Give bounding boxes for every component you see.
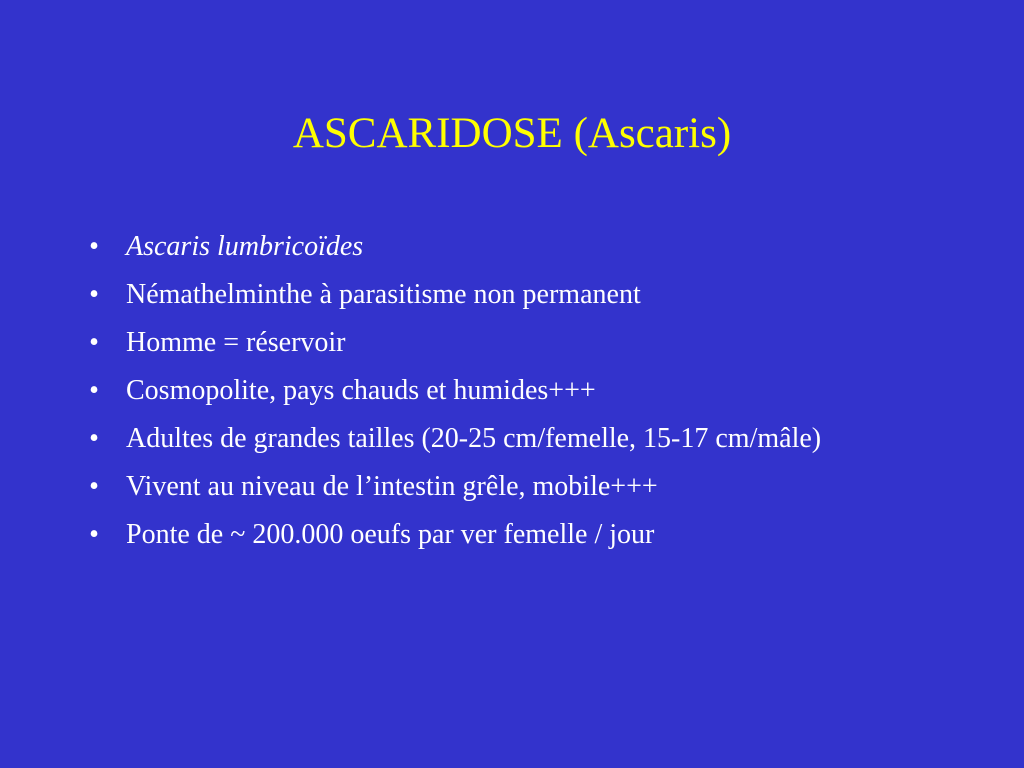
bullet-text: Vivent au niveau de l’intestin grêle, mobile+++ — [126, 471, 658, 502]
bullet-icon: • — [89, 519, 99, 550]
bullet-item-reservoir — [84, 325, 884, 360]
bullet-icon: • — [89, 279, 99, 310]
bullet-item-habitat — [84, 469, 884, 504]
bullet-text: Homme = réservoir — [126, 327, 346, 358]
bullet-icon: • — [89, 471, 99, 502]
bullet-icon: • — [89, 327, 99, 358]
bullet-list — [84, 229, 884, 565]
bullet-text: Cosmopolite, pays chauds et humides+++ — [126, 375, 596, 406]
bullet-item-egg-laying — [84, 517, 884, 552]
bullet-text: Némathelminthe à parasitisme non permanent — [126, 279, 641, 310]
bullet-text: Adultes de grandes tailles (20-25 cm/femelle, 15-17 cm/mâle) — [126, 423, 822, 454]
bullet-item-classification — [84, 277, 884, 312]
bullet-icon: • — [89, 375, 99, 406]
slide-title: ASCARIDOSE (Ascaris) — [292, 110, 732, 157]
bullet-item-distribution — [84, 373, 884, 408]
bullet-text: Ascaris lumbricoïdes — [126, 231, 364, 262]
bullet-item-adult-size — [84, 421, 884, 456]
bullet-text: Ponte de ~ 200.000 oeufs par ver femelle / jour — [126, 519, 655, 550]
bullet-item-species — [84, 229, 884, 264]
bullet-icon: • — [89, 423, 99, 454]
bullet-icon: • — [89, 231, 99, 262]
